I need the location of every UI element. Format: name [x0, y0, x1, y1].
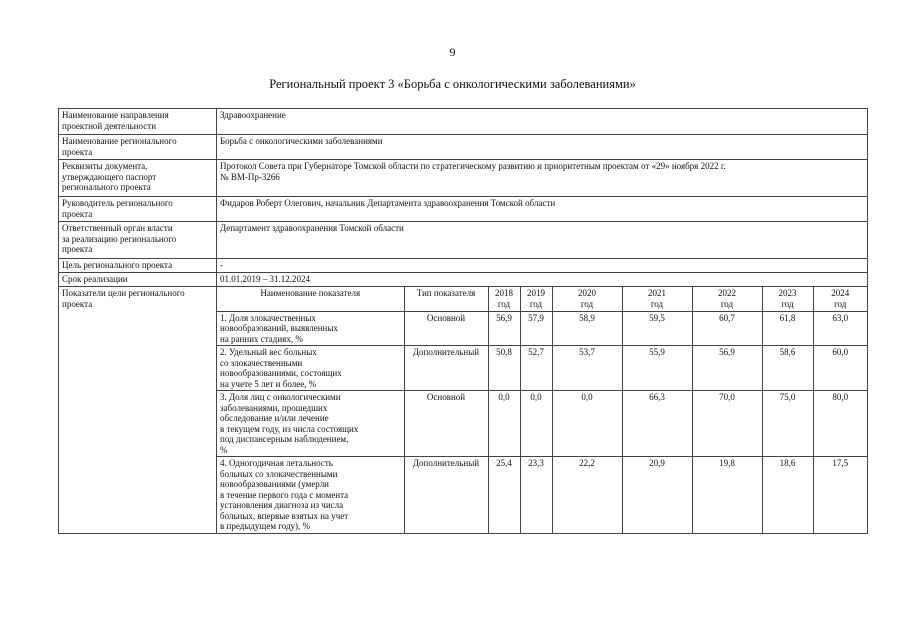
indicator-value: 56,9 [692, 346, 762, 391]
indicator-type: Дополнительный [404, 457, 488, 533]
indicator-value: 66,3 [622, 391, 692, 457]
row-value: Фидаров Роберт Олегович, начальник Департамента здравоохранения Томской области [217, 197, 868, 222]
table-row [59, 222, 868, 259]
indicator-type: Дополнительный [404, 346, 488, 391]
indicator-value: 59,5 [622, 311, 692, 346]
header-type: Тип показателя [404, 287, 488, 311]
table-row [59, 160, 868, 197]
row-value: Борьба с онкологическими заболеваниями [217, 135, 868, 160]
header-year-2022: 2022 год [692, 287, 762, 311]
indicator-value: 17,5 [813, 457, 867, 533]
indicator-name: 4. Одногодичная летальность больных со злокачественными новообразованиями (умерли в течение первого года с момента установления диагноза из числа больных, впервые взятых на учет в предыдущем году), % [217, 457, 404, 533]
indicator-type: Основной [404, 391, 488, 457]
table-row [59, 287, 868, 534]
indicators-table [217, 287, 867, 533]
project-passport-table [58, 108, 868, 534]
row-label: Ответственный орган власти за реализацию регионального проекта [59, 222, 217, 259]
indicator-value: 52,7 [520, 346, 552, 391]
row-value: Здравоохранение [217, 109, 868, 135]
row-label: Реквизиты документа, утверждающего паспорт регионального проекта [59, 160, 217, 197]
row-label: Руководитель регионального проекта [59, 197, 217, 222]
indicator-value: 55,9 [622, 346, 692, 391]
indicator-value: 60,0 [813, 346, 867, 391]
row-label: Наименование направления проектной деятельности [59, 109, 217, 135]
indicator-value: 0,0 [520, 391, 552, 457]
header-year-2023: 2023 год [762, 287, 813, 311]
indicator-value: 25,4 [488, 457, 520, 533]
row-value: Протокол Совета при Губернаторе Томской области по стратегическому развитию и приоритетным проектам от «29» ноября 2022 г. № ВМ-Пр-3266 [217, 160, 868, 197]
indicator-value: 61,8 [762, 311, 813, 346]
row-value: - [217, 259, 868, 273]
indicator-row [217, 457, 867, 533]
table-row [59, 273, 868, 287]
indicators-label: Показатели цели регионального проекта [59, 287, 217, 534]
table-row [59, 197, 868, 222]
row-value: Департамент здравоохранения Томской области [217, 222, 868, 259]
header-year-2018: 2018 год [488, 287, 520, 311]
document-title: Региональный проект 3 «Борьба с онкологическими заболеваниями» [269, 77, 636, 91]
indicators-header-row [217, 287, 867, 311]
indicator-name: 3. Доля лиц с онкологическими заболеваниями, прошедших обследование и/или лечение в текущем году, из числа состоящих под диспансерным наблюдением, % [217, 391, 404, 457]
row-label: Наименование регионального проекта [59, 135, 217, 160]
indicator-value: 50,8 [488, 346, 520, 391]
table-row [59, 135, 868, 160]
indicator-value: 23,3 [520, 457, 552, 533]
indicator-value: 20,9 [622, 457, 692, 533]
indicator-value: 58,6 [762, 346, 813, 391]
indicator-value: 70,0 [692, 391, 762, 457]
table-row [59, 259, 868, 273]
header-year-2024: 2024 год [813, 287, 867, 311]
indicator-value: 19,8 [692, 457, 762, 533]
indicator-type: Основной [404, 311, 488, 346]
indicator-value: 0,0 [552, 391, 622, 457]
indicator-value: 57,9 [520, 311, 552, 346]
indicator-value: 63,0 [813, 311, 867, 346]
indicator-value: 60,7 [692, 311, 762, 346]
indicator-value: 53,7 [552, 346, 622, 391]
indicator-value: 22,2 [552, 457, 622, 533]
page-number: 9 [449, 45, 456, 59]
indicator-value: 58,9 [552, 311, 622, 346]
indicator-value: 18,6 [762, 457, 813, 533]
indicator-name: 2. Удельный вес больных со злокачественными новообразованиями, состоящих на учете 5 лет и более, % [217, 346, 404, 391]
indicator-value: 0,0 [488, 391, 520, 457]
indicator-value: 56,9 [488, 311, 520, 346]
header-year-2019: 2019 год [520, 287, 552, 311]
indicator-name: 1. Доля злокачественных новообразований, выявленных на ранних стадиях, % [217, 311, 404, 346]
row-value: 01.01.2019 – 31.12.2024 [217, 273, 868, 287]
header-year-2020: 2020 год [552, 287, 622, 311]
indicator-row [217, 346, 867, 391]
row-label: Цель регионального проекта [59, 259, 217, 273]
indicator-row [217, 391, 867, 457]
indicator-value: 75,0 [762, 391, 813, 457]
indicator-value: 80,0 [813, 391, 867, 457]
indicator-row [217, 311, 867, 346]
table-row [59, 109, 868, 135]
indicators-cell [217, 287, 868, 534]
row-label: Срок реализации [59, 273, 217, 287]
header-year-2021: 2021 год [622, 287, 692, 311]
header-name: Наименование показателя [217, 287, 404, 311]
